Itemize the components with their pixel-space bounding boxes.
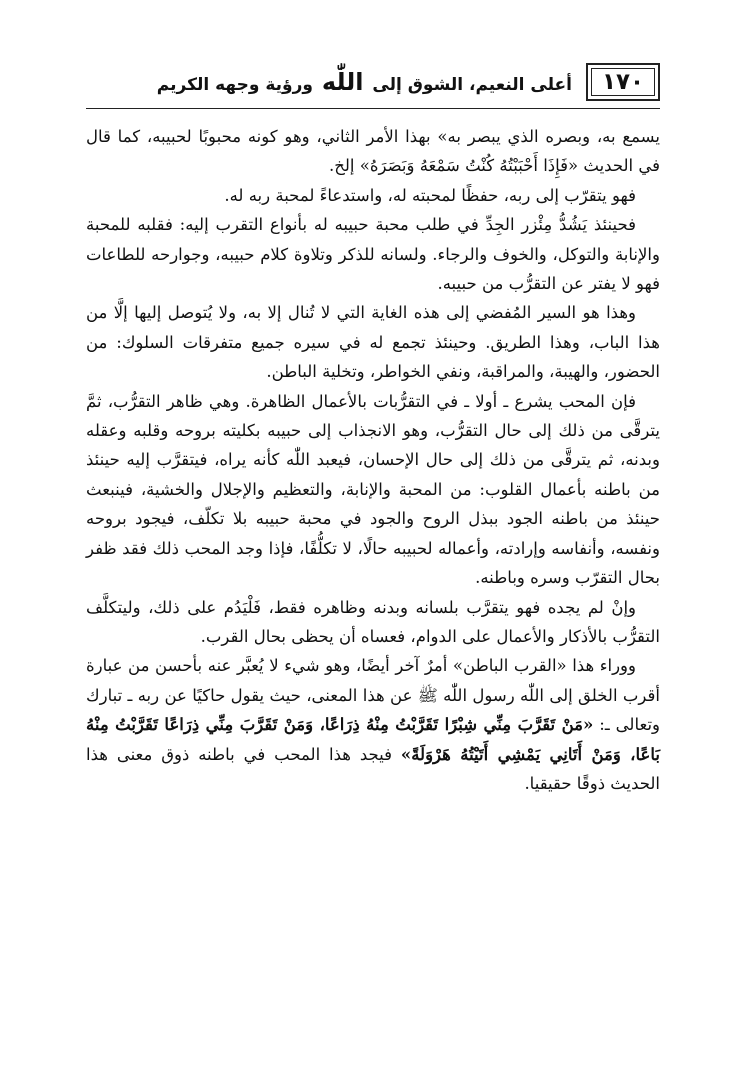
paragraph: يسمع به، وبصره الذي يبصر به» بهذا الأمر الثاني، وهو كونه محبوبًا لحبيبه، كما قال في الحديث «فَإِذَا أَحْبَبْتُهُ كُنْتُ سَمْعَهُ وَبَصَرَهُ» إلخ. bbox=[86, 127, 660, 176]
paragraph: فحينئذ يَشُدُّ مِئْزر الجِدِّ في طلب محبة حبيبه له بأنواع التقرب إليه: فقلبه للمحبة والإنابة والتوكل، والخوف والرجاء. ولسانه للذكر وتلاوة كلام حبيبه، وجوارحه للطاعات فهو لا يفتر عن التقرُّب من حبيبه. bbox=[86, 215, 660, 294]
paragraph: وهذا هو السير المُفضي إلى هذه الغاية التي لا تُنال إلا به، ولا يُتوصل إليها إلَّا من هذا الباب، وهذا الطريق. وحينئذ تجمع له في سيره جميع متفرقات السلوك: من الحضور، والهيبة، والمراقبة، ونفي الخواطر، وتخلية الباطن. bbox=[86, 303, 660, 382]
title-after: ورؤية وجهه الكريم bbox=[156, 75, 313, 95]
running-title bbox=[157, 68, 572, 96]
paragraph: فهو يتقرّب إلى ربه، حفظًا لمحبته له، واستدعاءً لمحبة ربه له. bbox=[224, 185, 636, 205]
paragraph-hadith bbox=[86, 651, 660, 798]
paragraph-text: ووراء هذا «القرب الباطن» أمرٌ آخر أيضًا، وهو شيء لا يُعبَّر عنه بأحسن من عبارة أقرب الخلق إلى اللّٰه رسول اللّٰه ﷺ عن هذا المعنى، حيث يقول حاكيًا عن ربه ـ تبارك وتعالى ـ: bbox=[86, 656, 660, 735]
page-header bbox=[86, 58, 660, 106]
paragraph-text: فيجد هذا المحب في باطنه ذوق معنى هذا الحديث ذوقًا حقيقيا. bbox=[86, 744, 660, 793]
hadith-quote: «مَنْ تَقَرَّبَ مِنِّي شِبْرًا تَقَرَّبْتُ مِنْهُ ذِرَاعًا، وَمَنْ تَقَرَّبَ مِنِّي ذِرَاعًا تَقَرَّبْتُ مِنْهُ بَاعًا، وَمَنْ أَتَانِي يَمْشِي أَتَيْتُهُ هَرْوَلَةً» bbox=[86, 715, 661, 764]
title-before: أعلى النعيم، الشوق إلى bbox=[372, 75, 572, 95]
body-text bbox=[86, 122, 660, 798]
header-divider bbox=[86, 108, 660, 109]
title-allah: اللّٰه bbox=[321, 68, 364, 96]
page-number: ١٧٠ bbox=[601, 69, 645, 95]
page-number-frame bbox=[586, 63, 660, 101]
paragraph: وإنْ لم يجده فهو يتقرَّب بلسانه وبدنه وظاهره فقط، فَلْيَدُم على ذلك، وليتكلَّف التقرُّب بالأذكار والأعمال على الدوام، فعساه أن يحظى بحال القرب. bbox=[86, 597, 660, 646]
paragraph: فإن المحب يشرع ـ أولا ـ في التقرُّبات بالأعمال الظاهرة. وهي ظاهر التقرُّب، ثمَّ يترقَّى من ذلك إلى حال التقرُّب، وهو الانجذاب إلى حبيبه بكليته بروحه وقلبه وعقله وبدنه، ثم يترقَّى من ذلك إلى حال الإحسان، فيعبد اللّٰه كأنه يراه، فيتقرَّب إليه حينئذ من باطنه بأعمال القلوب: من المحبة والإنابة، والتعظيم والإجلال والخشية، فينبعث حينئذ من باطنه الجود ببذل الروح والجود في محبة حبيبه بلا تكلّف، فيجود بروحه ونفسه، وأنفاسه وإرادته، وأعماله لحبيبه حالًا، لا تكلُّفًا، فإذا وجد المحب ذلك فقد ظفر بحال التقرّب وسره وباطنه. bbox=[86, 391, 660, 588]
